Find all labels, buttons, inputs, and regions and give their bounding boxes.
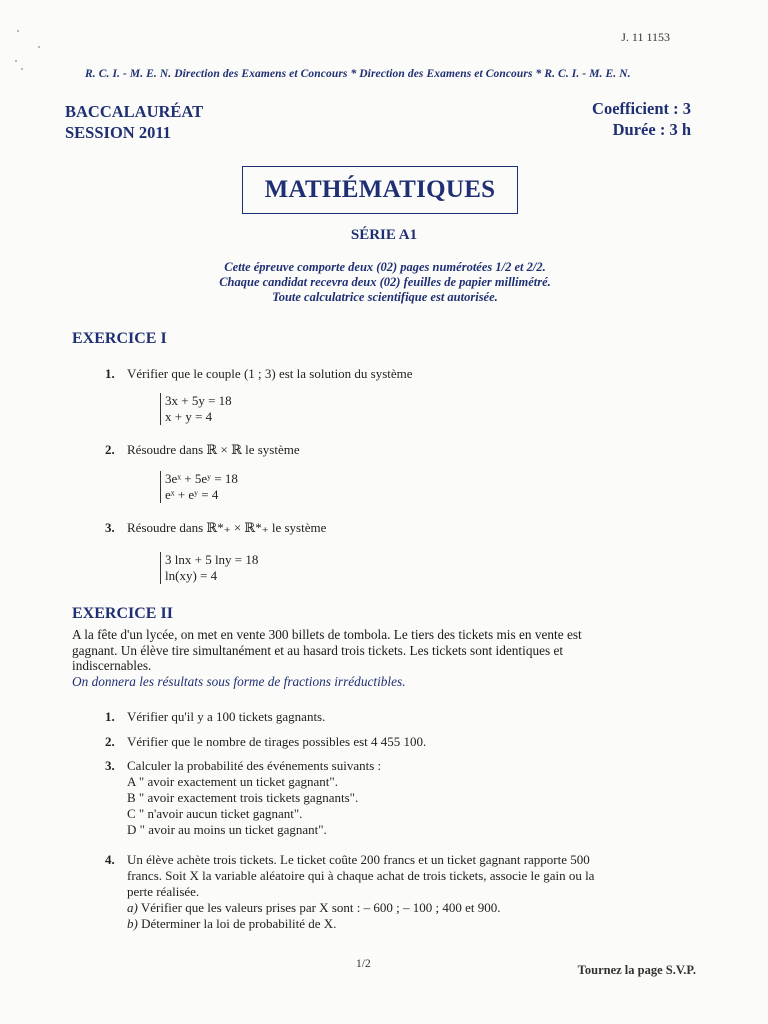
question-line: perte réalisée. <box>127 884 200 899</box>
sub-question-text: Déterminer la loi de probabilité de X. <box>141 916 337 931</box>
equation: 3x + 5y = 18 <box>165 393 232 408</box>
exercise-1-question-2 <box>105 442 300 458</box>
question-text: Vérifier que le couple (1 ; 3) est la solution du système <box>127 366 413 381</box>
question-text: Vérifier qu'il y a 100 tickets gagnants. <box>127 709 326 724</box>
question-text <box>127 852 594 932</box>
exercise-1-question-1 <box>105 366 413 382</box>
scan-speck <box>38 46 40 48</box>
instructions <box>150 260 620 305</box>
scan-speck <box>17 30 19 32</box>
serie-label: SÉRIE A1 <box>350 227 418 243</box>
equation: ln(xy) = 4 <box>165 568 218 583</box>
exercise-2-intro <box>72 627 712 689</box>
question-text: Calculer la probabilité des événements suivants : <box>127 758 382 773</box>
instruction-line: Toute calculatrice scientifique est autorisée. <box>272 290 498 304</box>
title-box <box>242 166 518 214</box>
event-item: A " avoir exactement un ticket gagnant". <box>127 774 338 789</box>
exercise-1-title: EXERCICE I <box>72 330 167 347</box>
scan-speck <box>15 60 17 62</box>
duration-label: Durée : 3 h <box>612 120 691 139</box>
question-number: 4. <box>105 852 115 867</box>
instruction-line: Chaque candidat recevra deux (02) feuilles de papier millimétré. <box>219 275 551 289</box>
equation-system <box>160 552 258 584</box>
instruction-line: Cette épreuve comporte deux (02) pages numérotées 1/2 et 2/2. <box>224 260 546 274</box>
exercise-2-question-2 <box>105 734 426 750</box>
sub-question-b <box>127 916 594 932</box>
equation: eˣ + eʸ = 4 <box>165 487 219 502</box>
exam-info <box>65 101 203 143</box>
sub-question-text: Vérifier que les valeurs prises par X sont : – 600 ; – 100 ; 400 et 900. <box>140 900 501 915</box>
exercise-2-question-3 <box>105 758 381 838</box>
question-number: 2. <box>105 442 115 457</box>
question-number: 3. <box>105 758 115 773</box>
equation: 3eˣ + 5eʸ = 18 <box>165 471 238 486</box>
document-reference: J. 11 1153 <box>621 30 670 44</box>
exercise-1-question-3 <box>105 520 326 536</box>
question-number: 3. <box>105 520 115 535</box>
exam-meta <box>592 98 691 140</box>
sub-question-label: a) <box>127 900 138 915</box>
scan-speck <box>21 68 23 70</box>
event-item: C " n'avoir aucun ticket gagnant". <box>127 806 303 821</box>
sub-question-a <box>127 900 594 916</box>
sub-question-label: b) <box>127 916 138 931</box>
intro-line: gagnant. Un élève tire simultanément et au hasard trois tickets. Les tickets sont identiques et <box>72 642 564 658</box>
equation: x + y = 4 <box>165 409 213 424</box>
question-number: 1. <box>105 709 115 724</box>
question-number: 1. <box>105 366 115 381</box>
exercise-2-question-1 <box>105 709 325 725</box>
event-item: B " avoir exactement trois tickets gagnants". <box>127 790 359 805</box>
equation-system <box>160 471 238 503</box>
question-text: Résoudre dans ℝ*₊ × ℝ*₊ le système <box>127 520 327 535</box>
question-line: Un élève achète trois tickets. Le ticket coûte 200 francs et un ticket gagnant rapporte 500 <box>127 852 590 867</box>
intro-line: A la fête d'un lycée, on met en vente 300 billets de tombola. Le tiers des tickets mis en vente est <box>72 627 582 642</box>
exam-name: BACCALAURÉAT <box>65 102 204 121</box>
page-title: MATHÉMATIQUES <box>264 176 496 203</box>
equation-system <box>160 393 232 425</box>
question-number: 2. <box>105 734 115 749</box>
event-item: D " avoir au moins un ticket gagnant". <box>127 822 327 837</box>
equation: 3 lnx + 5 lny = 18 <box>165 552 259 567</box>
turn-page-note: Tournez la page S.V.P. <box>577 963 696 977</box>
session-label: SESSION 2011 <box>65 123 171 142</box>
coefficient-label: Coefficient : 3 <box>592 99 691 118</box>
department-line: R. C. I. - M. E. N. Direction des Examens et Concours * Direction des Examens et Concours * R. C. I. - M. E. N. <box>85 68 631 80</box>
question-text: Vérifier que le nombre de tirages possibles est 4 455 100. <box>127 734 427 749</box>
intro-line: indiscernables. <box>72 658 152 673</box>
question-line: francs. Soit X la variable aléatoire qui à chaque achat de trois tickets, associe le gain ou la <box>127 868 595 883</box>
event-list <box>105 774 381 838</box>
question-text: Résoudre dans ℝ × ℝ le système <box>127 442 300 457</box>
instruction-note: On donnera les résultats sous forme de fractions irréductibles. <box>72 673 406 689</box>
page-number: 1/2 <box>356 958 371 970</box>
exercise-2-question-4 <box>105 852 715 932</box>
exercise-2-title: EXERCICE II <box>72 605 173 622</box>
